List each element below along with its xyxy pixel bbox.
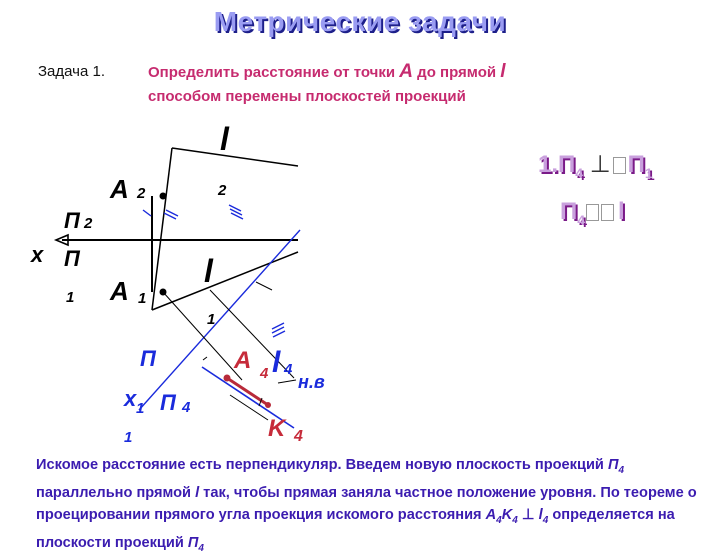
step-1-relation: ⊥ xyxy=(589,151,611,178)
task-point-a: A xyxy=(399,61,414,82)
step-1-plane-b: П xyxy=(627,151,645,178)
label-a1-sub: 1 xyxy=(138,290,147,307)
explanation-part-2: параллельно прямой xyxy=(36,484,196,501)
explanation-part-1: Искомое расстояние есть перпендикуляр. Введем новую плоскость проекций xyxy=(36,457,608,473)
step-1-number: 1. xyxy=(538,151,559,178)
label-l1-sub: 1 xyxy=(207,311,216,328)
label-x1: x xyxy=(124,386,137,411)
task-label: Задача 1. xyxy=(38,63,106,80)
explanation-a4-sub: 4 xyxy=(496,514,502,526)
label-l2: l xyxy=(220,121,229,157)
explanation-l: l xyxy=(195,484,200,501)
step-1-plane-b-sub: 1 xyxy=(644,164,653,181)
task-line-l: l xyxy=(500,61,506,82)
x1-axis-line xyxy=(139,230,300,410)
explanation-pi4-sub: 4 xyxy=(618,464,625,476)
label-pi1-b: П xyxy=(140,346,156,371)
explanation-k4: K xyxy=(501,506,513,523)
label-pi2-sub: 2 xyxy=(84,215,93,232)
explanation-pi4b-sub: 4 xyxy=(198,542,204,554)
page-title: Метрические задачи xyxy=(213,6,507,37)
label-a1: A xyxy=(110,276,129,306)
step-1-plane-a-sub: 4 xyxy=(575,164,584,181)
explanation-l4: l xyxy=(538,506,543,523)
point-a2 xyxy=(160,193,167,200)
task-line-2: способом перемены плоскостей проекций xyxy=(148,88,466,105)
explanation-pi4b: П xyxy=(187,534,199,551)
label-pi4: П xyxy=(160,390,176,415)
step-2-plane: П xyxy=(560,198,578,225)
step-2-plane-sub: 4 xyxy=(577,211,586,228)
line-l2 xyxy=(152,148,172,310)
label-pi1: П xyxy=(64,246,80,271)
explanation-k4-sub: 4 xyxy=(512,514,518,526)
explanation-part-3: так, чтобы прямая заняла частное положение уровня. По теореме о проецировании прямого угла проекция искомого расстояния xyxy=(36,484,697,523)
right-angle-mark-2 xyxy=(203,357,207,360)
task-line-1-pre: Определить расстояние от точки xyxy=(148,64,400,81)
l1-l4-connection xyxy=(210,290,294,378)
label-pi1-b-sub: 1 xyxy=(124,429,133,446)
line-l1 xyxy=(152,252,298,310)
explanation-pi4: П xyxy=(607,457,619,473)
label-l4-sub: 4 xyxy=(284,361,293,378)
step-2-line: l xyxy=(618,198,625,225)
label-pi4-sub: 4 xyxy=(182,399,191,416)
explanation-l4-sub: 4 xyxy=(542,514,549,526)
label-l4: l xyxy=(272,346,281,379)
explanation-a4: A xyxy=(485,506,497,523)
label-pi1-sub: 1 xyxy=(66,289,75,306)
step-1-plane-a: П xyxy=(558,151,576,178)
label-k4-sub: 4 xyxy=(294,428,303,445)
nv-leader xyxy=(278,380,296,383)
label-l2-sub: 2 xyxy=(218,182,227,199)
task-line-1-mid: до прямой xyxy=(413,64,501,81)
explanation-perp: ⊥ xyxy=(517,506,539,523)
label-l1: l xyxy=(204,253,213,289)
label-pi2: П xyxy=(64,208,80,233)
explanation-text xyxy=(36,454,708,560)
explanation-part-4: определяется на плоскости проекций xyxy=(36,506,675,551)
l1-l4-connection-b xyxy=(256,282,272,290)
segment-a4-k4 xyxy=(227,378,268,405)
point-a4 xyxy=(224,375,231,382)
label-k4: K xyxy=(268,415,286,442)
label-nv: н.в xyxy=(298,372,325,392)
label-a2: A xyxy=(110,174,129,204)
point-k4 xyxy=(265,402,271,408)
label-a4: A xyxy=(234,347,252,374)
label-x: x xyxy=(31,242,44,267)
l2-upper-edge xyxy=(172,148,298,166)
label-x1-sub: 1 xyxy=(136,400,145,417)
label-a2-sub: 2 xyxy=(137,185,146,202)
label-a4-sub: 4 xyxy=(260,365,269,382)
